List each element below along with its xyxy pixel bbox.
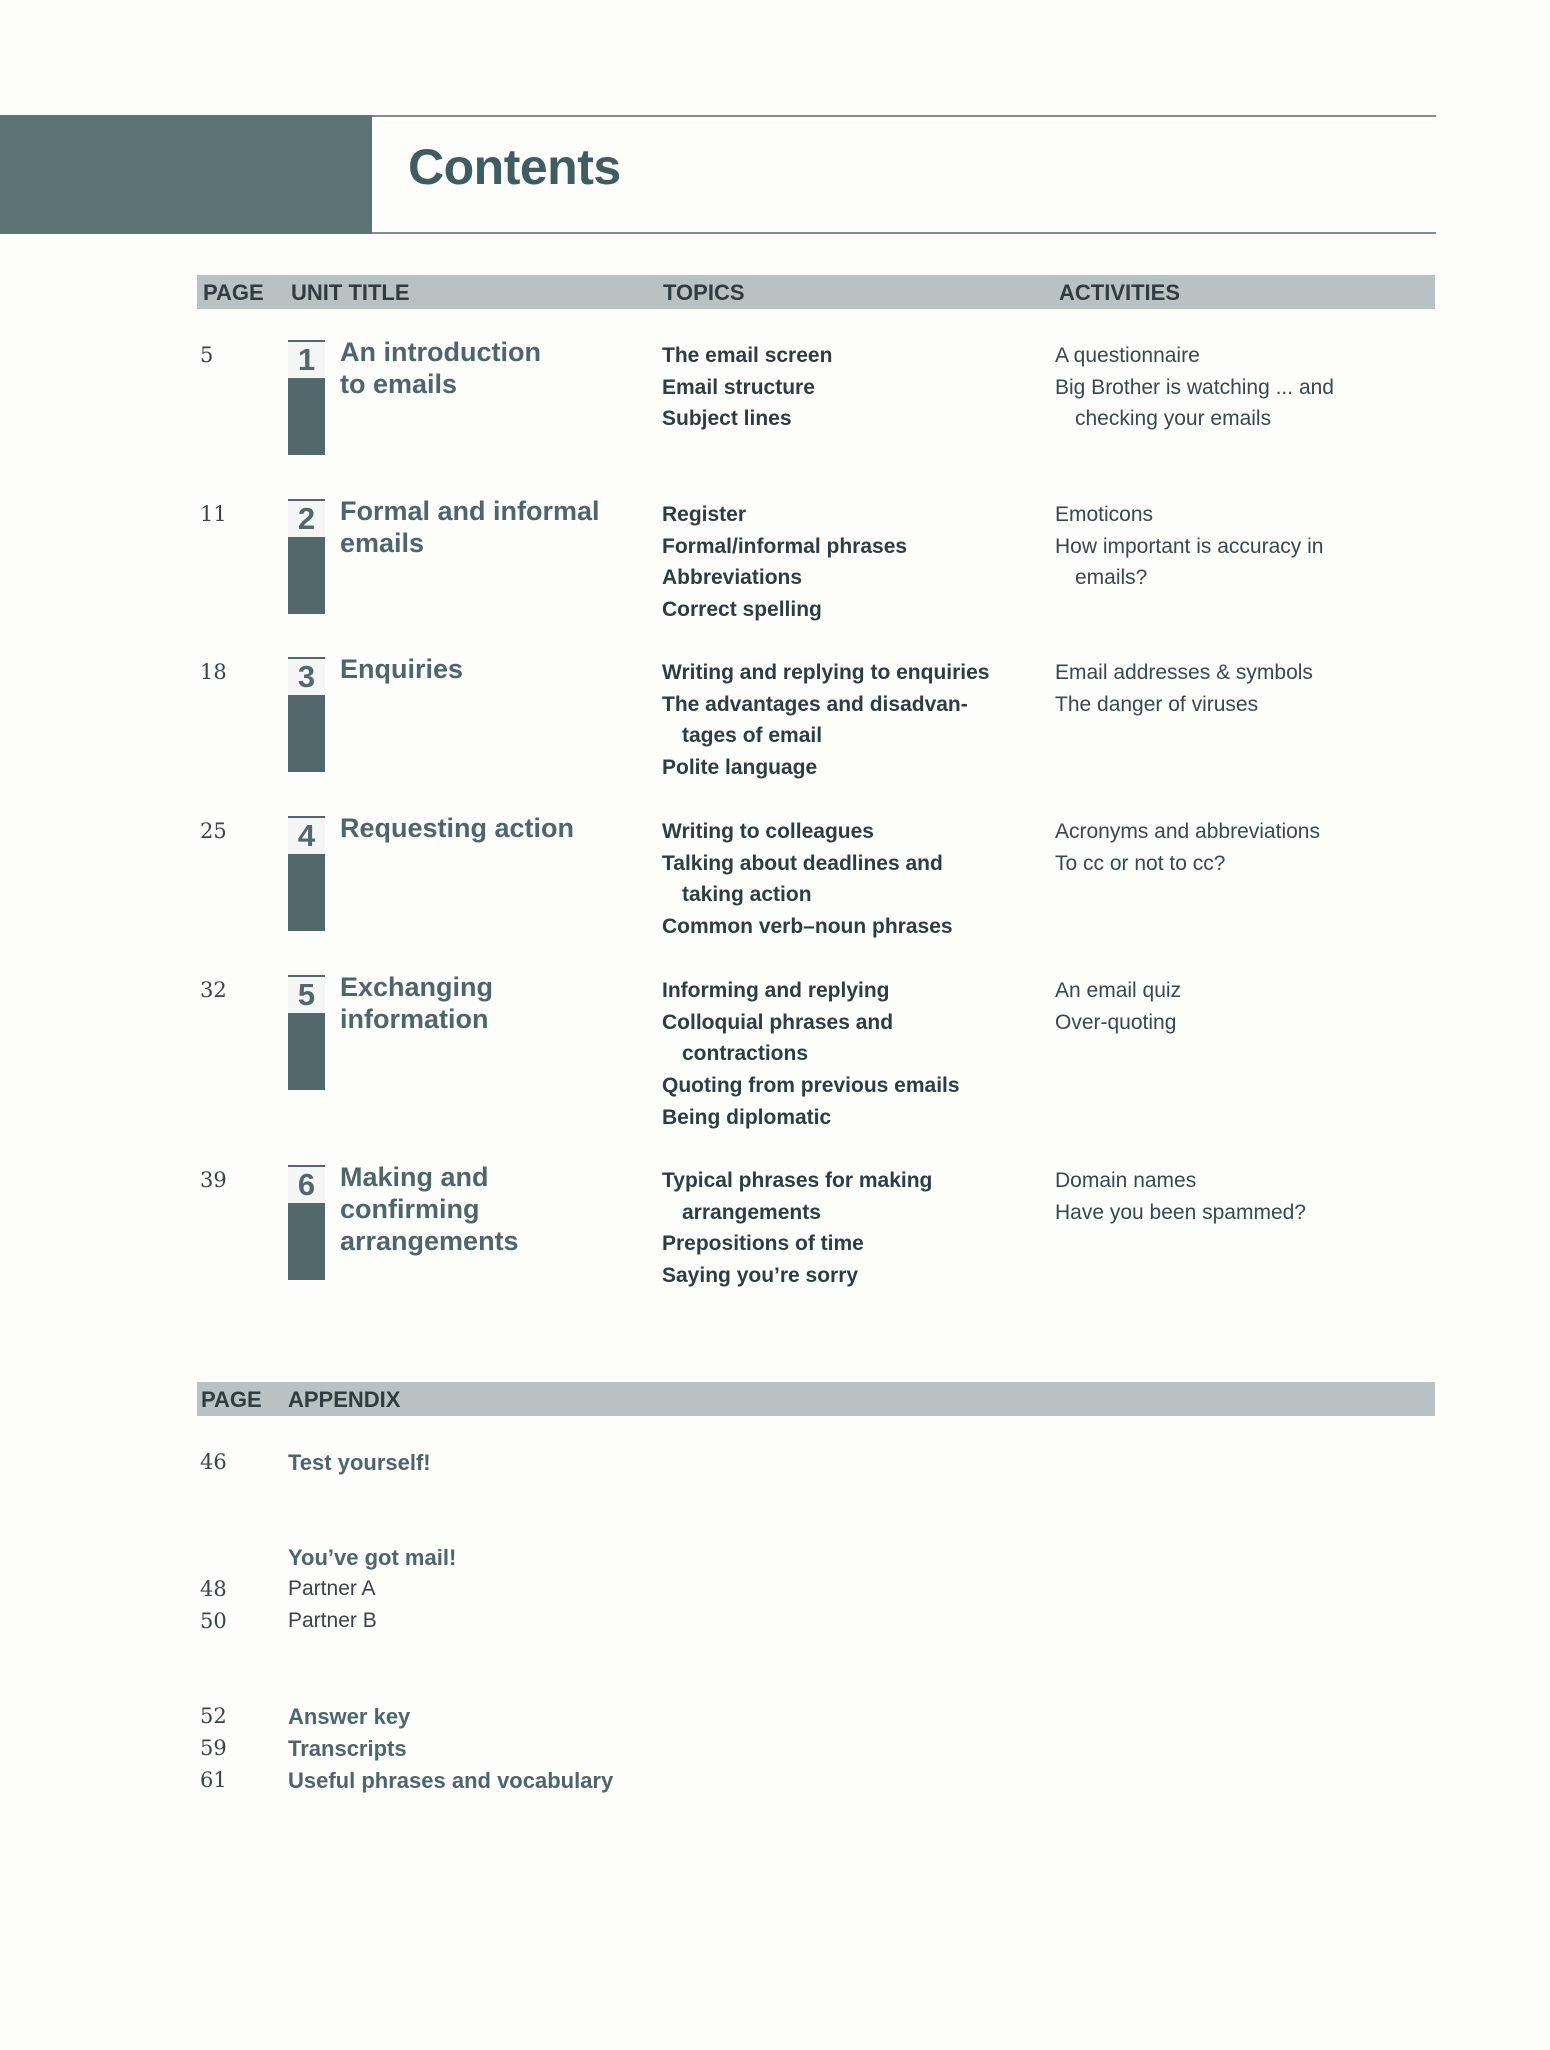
unit-number: 2 — [288, 501, 325, 537]
unit-title — [340, 653, 640, 685]
unit-activities — [1055, 499, 1435, 594]
header-rule-bottom — [372, 232, 1436, 234]
page-title: Contents — [408, 139, 621, 195]
topic-line: Talking about deadlines and — [662, 851, 943, 875]
unit-page-number: 39 — [200, 1168, 227, 1192]
header-band — [0, 115, 372, 234]
activity-line: A questionnaire — [1055, 344, 1200, 367]
unit-topics — [662, 1165, 1042, 1292]
appendix-page-number: 59 — [200, 1736, 227, 1760]
unit-page-number: 25 — [200, 819, 227, 843]
appendix-page-number: 46 — [200, 1450, 227, 1474]
topic-line: Saying you’re sorry — [662, 1264, 859, 1288]
unit-number: 4 — [288, 818, 325, 854]
unit-number-block — [288, 1165, 325, 1280]
unit-title — [340, 336, 640, 400]
topic-line: contractions — [682, 1042, 809, 1066]
unit-number-block — [288, 499, 325, 614]
unit-number: 5 — [288, 977, 325, 1013]
unit-title-line: Exchanging — [340, 972, 494, 1002]
unit-activities — [1055, 1165, 1435, 1228]
unit-number: 6 — [288, 1167, 325, 1203]
topic-line: Register — [662, 503, 747, 526]
unit-title-line: emails — [340, 528, 425, 558]
topic-line: Writing and replying to enquiries — [662, 661, 990, 684]
unit-number-block — [288, 975, 325, 1090]
unit-title-line: Requesting action — [340, 813, 575, 843]
unit-number-block — [288, 340, 325, 455]
appendix-col-header-page: PAGE — [201, 1387, 262, 1412]
appendix-page-number: 52 — [200, 1704, 227, 1728]
col-header-topics: TOPICS — [663, 280, 745, 305]
unit-page-number: 11 — [200, 502, 227, 526]
unit-activities — [1055, 657, 1435, 720]
appendix-subtitle: Partner A — [288, 1577, 376, 1600]
topic-line: Polite language — [662, 756, 818, 780]
activity-line: How important is accuracy in — [1055, 534, 1324, 558]
unit-activities — [1055, 975, 1435, 1038]
unit-topics — [662, 657, 1042, 784]
activity-line: The danger of viruses — [1055, 692, 1259, 716]
activity-line: To cc or not to cc? — [1055, 851, 1226, 875]
activity-line: An email quiz — [1055, 979, 1182, 1002]
appendix-col-header-appendix: APPENDIX — [288, 1387, 401, 1412]
unit-title-line: confirming — [340, 1194, 480, 1224]
topic-line: Writing to colleagues — [662, 820, 874, 843]
topic-line: The email screen — [662, 344, 833, 367]
col-header-unit-title: UNIT TITLE — [291, 280, 410, 305]
appendix-page-number: 50 — [200, 1609, 227, 1633]
unit-topics — [662, 340, 1042, 435]
appendix-header-bar — [197, 1382, 1435, 1416]
unit-topics — [662, 499, 1042, 626]
appendix-title: Answer key — [288, 1704, 411, 1729]
unit-title — [340, 1161, 640, 1257]
topic-line: Formal/informal phrases — [662, 534, 908, 558]
unit-title-line: information — [340, 1004, 489, 1034]
topic-line: Abbreviations — [662, 566, 803, 590]
topic-line: Common verb–noun phrases — [662, 915, 953, 939]
unit-activities — [1055, 816, 1435, 879]
topic-line: arrangements — [682, 1200, 821, 1224]
unit-page-number: 18 — [200, 660, 227, 684]
unit-title — [340, 812, 640, 844]
unit-title-line: Formal and informal — [340, 496, 600, 526]
activity-line: Domain names — [1055, 1169, 1197, 1192]
topic-line: taking action — [682, 883, 812, 907]
appendix-title: Transcripts — [288, 1736, 407, 1761]
unit-title-line: An introduction — [340, 337, 541, 367]
appendix-subtitle: Partner B — [288, 1609, 377, 1632]
activity-line: emails? — [1075, 566, 1148, 590]
topic-line: Being diplomatic — [662, 1105, 832, 1129]
topic-line: Quoting from previous emails — [662, 1074, 960, 1098]
activity-line: Email addresses & symbols — [1055, 661, 1313, 684]
unit-number: 3 — [288, 659, 325, 695]
unit-page-number: 32 — [200, 978, 227, 1002]
appendix-page-number: 61 — [200, 1768, 227, 1792]
activity-line: checking your emails — [1075, 407, 1272, 431]
unit-activities — [1055, 340, 1435, 435]
activity-line: Over-quoting — [1055, 1010, 1177, 1034]
activity-line: Acronyms and abbreviations — [1055, 820, 1320, 843]
unit-title — [340, 971, 640, 1035]
header-rule-top — [372, 115, 1436, 117]
topic-line: Email structure — [662, 375, 815, 399]
units-header-bar — [197, 275, 1435, 309]
appendix-title: Test yourself! — [288, 1450, 431, 1475]
topic-line: Informing and replying — [662, 979, 890, 1002]
activity-line: Have you been spammed? — [1055, 1200, 1306, 1224]
topic-line: Prepositions of time — [662, 1232, 864, 1256]
topic-line: Correct spelling — [662, 598, 822, 622]
unit-title-line: to emails — [340, 369, 458, 399]
appendix-page-number: 48 — [200, 1577, 227, 1601]
topic-line: Subject lines — [662, 407, 792, 431]
activity-line: Emoticons — [1055, 503, 1154, 526]
unit-title-line: Enquiries — [340, 654, 464, 684]
topic-line: Typical phrases for making — [662, 1169, 933, 1192]
unit-number-block — [288, 816, 325, 931]
topic-line: The advantages and disadvan- — [662, 692, 968, 716]
unit-page-number: 5 — [200, 343, 214, 367]
unit-title-line: arrangements — [340, 1226, 519, 1256]
unit-topics — [662, 816, 1042, 943]
col-header-page: PAGE — [203, 280, 264, 305]
unit-title-line: Making and — [340, 1162, 489, 1192]
appendix-title: Useful phrases and vocabulary — [288, 1768, 614, 1793]
activity-line: Big Brother is watching ... and — [1055, 375, 1334, 399]
unit-topics — [662, 975, 1042, 1134]
topic-line: Colloquial phrases and — [662, 1010, 894, 1034]
appendix-title: You’ve got mail! — [288, 1545, 457, 1570]
col-header-activities: ACTIVITIES — [1059, 280, 1181, 305]
topic-line: tages of email — [682, 724, 823, 748]
unit-title — [340, 495, 640, 559]
unit-number-block — [288, 657, 325, 772]
unit-number: 1 — [288, 342, 325, 378]
